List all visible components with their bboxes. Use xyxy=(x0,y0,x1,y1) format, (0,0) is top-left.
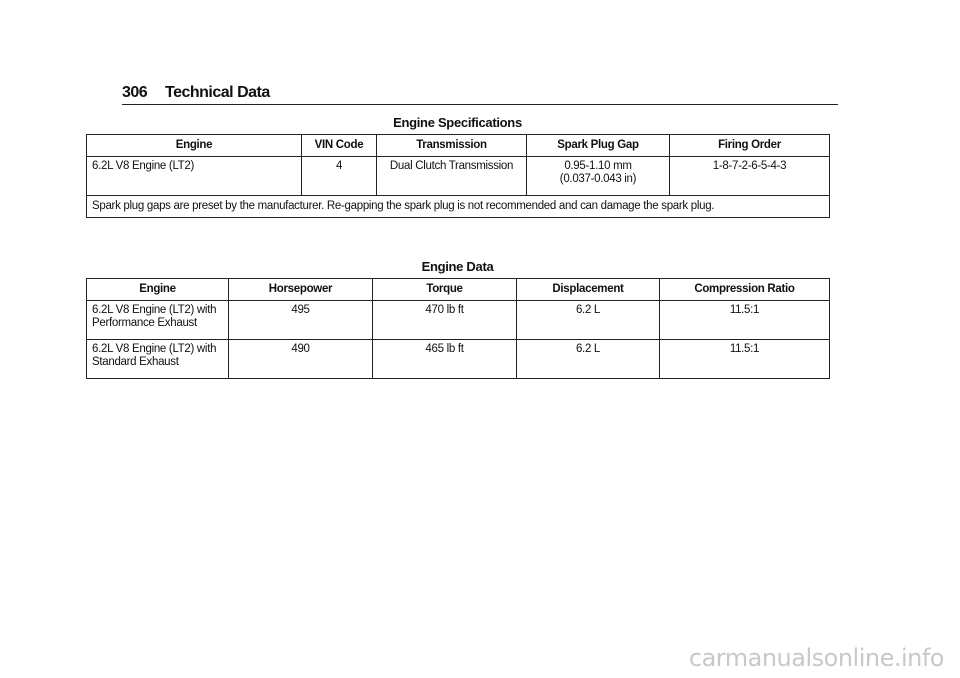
table-row xyxy=(87,157,830,196)
column-header: Engine xyxy=(87,135,302,157)
table-cell: 11.5:1 xyxy=(660,301,830,340)
table-note-row xyxy=(87,196,830,218)
cell-line: 6.2L V8 Engine (LT2) with xyxy=(92,343,217,355)
table-cell xyxy=(87,340,229,379)
engine-data-title: Engine Data xyxy=(421,259,494,274)
table-cell: 6.2 L xyxy=(517,340,660,379)
engine-specifications-table xyxy=(86,134,830,218)
table-cell: 490 xyxy=(229,340,373,379)
watermark: carmanualsonline.info xyxy=(688,644,944,672)
section-title: Technical Data xyxy=(165,84,270,101)
column-header: Firing Order xyxy=(670,135,830,157)
engine-data-table xyxy=(86,278,830,379)
column-header: Compression Ratio xyxy=(660,279,830,301)
table-cell: 1-8-7-2-6-5-4-3 xyxy=(670,157,830,196)
page-number: 306 xyxy=(122,84,148,101)
column-header: Horsepower xyxy=(229,279,373,301)
engine-specifications-title: Engine Specifications xyxy=(393,115,522,130)
page-header xyxy=(122,84,838,105)
table-cell xyxy=(87,301,229,340)
table-cell: 470 lb ft xyxy=(373,301,517,340)
table-cell: 4 xyxy=(302,157,377,196)
cell-line: Standard Exhaust xyxy=(92,356,179,368)
column-header: Transmission xyxy=(377,135,527,157)
table-row xyxy=(87,301,830,340)
column-header: Engine xyxy=(87,279,229,301)
cell-line: Performance Exhaust xyxy=(92,317,197,329)
column-header: Torque xyxy=(373,279,517,301)
column-header: Displacement xyxy=(517,279,660,301)
table-cell: 6.2L V8 Engine (LT2) xyxy=(87,157,302,196)
table-cell: 6.2 L xyxy=(517,301,660,340)
table-header-row xyxy=(87,279,830,301)
table-cell xyxy=(527,157,670,196)
table-header-row xyxy=(87,135,830,157)
table-cell: 495 xyxy=(229,301,373,340)
column-header: Spark Plug Gap xyxy=(527,135,670,157)
cell-line: 0.95-1.10 mm xyxy=(564,160,632,172)
table-row xyxy=(87,340,830,379)
table-cell: 11.5:1 xyxy=(660,340,830,379)
column-header: VIN Code xyxy=(302,135,377,157)
table-cell: 465 lb ft xyxy=(373,340,517,379)
cell-line: (0.037-0.043 in) xyxy=(559,173,637,185)
table-cell: Dual Clutch Transmission xyxy=(377,157,527,196)
table-note: Spark plug gaps are preset by the manufacturer. Re-gapping the spark plug is not recommended and can damage the spark plug. xyxy=(87,196,830,218)
cell-line: 6.2L V8 Engine (LT2) with xyxy=(92,304,217,316)
